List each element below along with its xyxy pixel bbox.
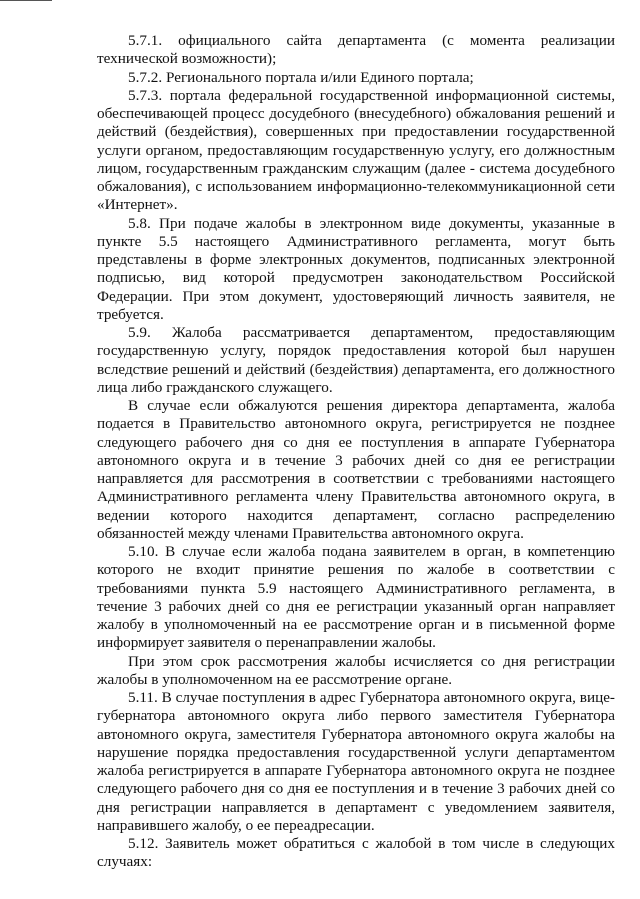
paragraph-5-9: 5.9. Жалоба рассматривается департаментом, предоставляющим государственную услугу, порядок предоставления которой был нарушен вследствие решений и действий (бездействия) департамента, его должностного лица либо гражданского служащего.	[97, 324, 615, 396]
paragraph-5-9-appeal: В случае если обжалуются решения директора департамента, жалоба подается в Правительство автономного округа, регистрируется не позднее следующего рабочего дня со дня ее поступления в аппарате Губернатора автономного округа и в течение 3 рабочих дней со дня ее регистрации направляется для рассмотрения в соответствии с требованиями настоящего Административного регламента члену Правительства автономного округа, в ведении которого находится департамент, согласно распределению обязанностей между членами Правительства автономного округа.	[97, 397, 615, 542]
paragraph-5-12: 5.12. Заявитель может обратиться с жалобой в том числе в следующих случаях:	[97, 835, 615, 871]
top-rule	[0, 0, 52, 1]
paragraph-5-10-term: При этом срок рассмотрения жалобы исчисляется со дня регистрации жалобы в уполномоченном на ее рассмотрение органе.	[97, 652, 615, 688]
paragraph-5-10: 5.10. В случае если жалоба подана заявителем в орган, в компетенцию которого не входит принятие решения по жалобе в соответствии с требованиями пункта 5.9 настоящего Административного регламента, в течение 3 рабочих дней со дня ее регистрации указанный орган направляет жалобу в уполномоченный на ее рассмотрение орган и в письменной форме информирует заявителя о перенаправлении жалобы.	[97, 543, 615, 652]
document-page	[97, 32, 615, 872]
paragraph-5-11: 5.11. В случае поступления в адрес Губернатора автономного округа, вице-губернатора автономного округа либо первого заместителя Губернатора автономного округа, заместителя Губернатора автономного округа жалобы на нарушение порядка предоставления государственной услуги департаментом жалоба регистрируется в аппарате Губернатора автономного округа не позднее следующего рабочего дня со дня ее поступления и в течение 3 рабочих дней со дня регистрации направляется в департамент с уведомлением заявителя, направившего жалобу, о ее переадресации.	[97, 689, 615, 834]
paragraph-5-8: 5.8. При подаче жалобы в электронном виде документы, указанные в пункте 5.5 настоящего Административного регламента, могут быть представлены в форме электронных документов, подписанных электронной подписью, вид которой предусмотрен законодательством Российской Федерации. При этом документ, удостоверяющий личность заявителя, не требуется.	[97, 214, 615, 323]
paragraph-5-7-3: 5.7.3. портала федеральной государственной информационной системы, обеспечивающей процесс досудебного (внесудебного) обжалования решений и действий (бездействия), совершенных при предоставлении государственной услуги органом, предоставляющим государственную услугу, его должностным лицом, государственным гражданским служащим (далее - система досудебного обжалования), с использованием информационно-телекоммуникационной сети «Интернет».	[97, 86, 615, 214]
paragraph-5-7-1: 5.7.1. официального сайта департамента (с момента реализации технической возможности);	[97, 32, 615, 68]
paragraph-5-7-2: 5.7.2. Регионального портала и/или Единого портала;	[128, 68, 474, 86]
